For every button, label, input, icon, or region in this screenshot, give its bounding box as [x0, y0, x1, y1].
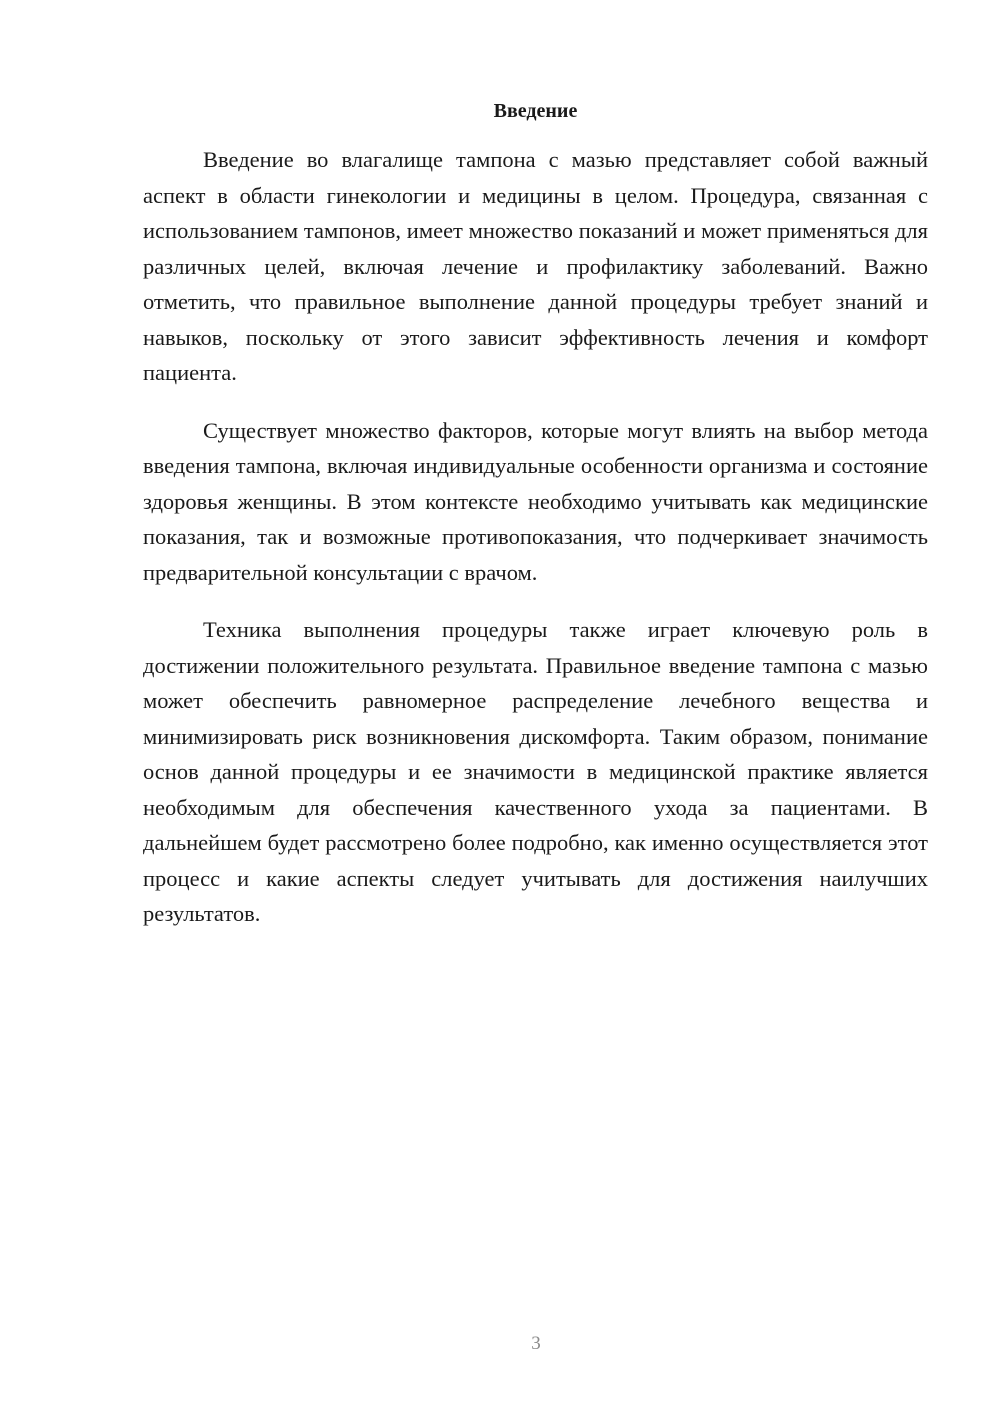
body-text — [143, 142, 928, 954]
paragraph-2: Существует множество факторов, которые могут влиять на выбор метода введения тампона, включая индивидуальные особенности организма и состояние здоровья женщины. В этом контексте необходимо учитывать как медицинские показания, так и возможные противопоказания, что подчеркивает значимость предварительной консультации с врачом. — [143, 417, 928, 585]
paragraph-1: Введение во влагалище тампона с мазью представляет собой важный аспект в области гинекологии и медицины в целом. Процедура, связанная с использованием тампонов, имеет множество показаний и может применяться для различных целей, включая лечение и профилактику заболеваний. Важно отметить, что правильное выполнение данной процедуры требует знаний и навыков, поскольку от этого зависит эффективность лечения и комфорт пациента. — [143, 147, 928, 385]
paragraph-3: Техника выполнения процедуры также играет ключевую роль в достижении положительного результата. Правильное введение тампона с мазью может обеспечить равномерное распределение лечебного вещества и минимизировать риск возникновения дискомфорта. Таким образом, понимание основ данной процедуры и ее значимости в медицинской практике является необходимым для обеспечения качественного ухода за пациентами. В дальнейшем будет рассмотрено более подробно, как именно осуществляется этот процесс и какие аспекты следует учитывать для достижения наилучших результатов. — [143, 617, 928, 926]
section-title: Введение — [493, 100, 578, 122]
page-number: 3 — [531, 1333, 541, 1354]
